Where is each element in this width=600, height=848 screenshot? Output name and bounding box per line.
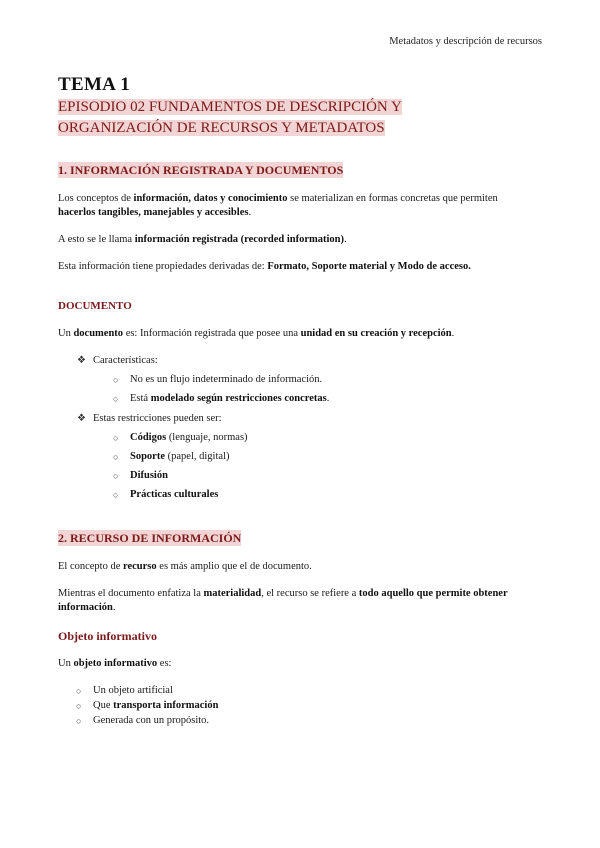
diamond-bullet-icon: ❖ xyxy=(77,355,86,366)
section-2-heading-text: 2. RECURSO DE INFORMACIÓN xyxy=(58,531,242,545)
section-2-heading xyxy=(58,531,241,546)
text-run: (lenguaje, normas) xyxy=(166,432,248,443)
objeto-informativo-heading: Objeto informativo xyxy=(58,629,157,643)
circle-bullet-icon: ○ xyxy=(76,701,82,711)
bold-run: Formato, Soporte material y Modo de acceso. xyxy=(267,261,471,272)
text-run: . xyxy=(344,234,347,245)
list-item xyxy=(130,450,229,464)
episodio-line-1: EPISODIO 02 FUNDAMENTOS DE DESCRIPCIÓN Y xyxy=(58,99,402,115)
text-run: se materializan en formas concretas que permiten xyxy=(287,193,498,204)
text-run: No es un flujo indeterminado de información. xyxy=(130,374,323,385)
bold-run: modelado según restricciones concretas xyxy=(150,393,327,404)
list-item xyxy=(130,469,168,483)
paragraph-documento-def xyxy=(58,327,548,341)
text-run: Mientras el documento enfatiza la xyxy=(58,588,204,599)
bold-run: información, datos y conocimiento xyxy=(133,193,288,204)
list-item xyxy=(130,373,322,387)
text-run: . xyxy=(248,207,252,218)
bold-run: Prácticas culturales xyxy=(130,489,219,500)
text-run: Que xyxy=(93,700,114,711)
section-1-heading xyxy=(58,163,343,178)
text-run: Está xyxy=(130,393,151,404)
section-1-heading-text: 1. INFORMACIÓN REGISTRADA Y DOCUMENTOS xyxy=(58,163,344,177)
text-run: . xyxy=(112,602,116,613)
list-item xyxy=(93,714,209,728)
bold-run: objeto informativo xyxy=(73,658,158,669)
text-run: A esto se le llama xyxy=(58,234,135,245)
list-item xyxy=(130,431,248,445)
diamond-bullet-icon: ❖ xyxy=(77,413,86,424)
bold-run: información registrada (recorded information) xyxy=(134,234,344,245)
tema-title: TEMA 1 xyxy=(58,74,131,95)
text-run: . xyxy=(451,328,455,339)
bold-run: Códigos xyxy=(130,432,167,443)
text-run: Un xyxy=(58,658,74,669)
paragraph-objeto-def xyxy=(58,657,548,671)
paragraph-recurso xyxy=(58,560,548,574)
text-run: es más amplio que el de documento. xyxy=(156,561,312,572)
paragraph-materialidad xyxy=(58,587,548,615)
text-run: Esta información tiene propiedades derivadas de: xyxy=(58,261,268,272)
episodio-title xyxy=(58,97,528,139)
paragraph-conceptos xyxy=(58,192,548,220)
episodio-line-2: ORGANIZACIÓN DE RECURSOS Y METADATOS xyxy=(58,120,385,136)
bold-run: unidad en su creación y recepción xyxy=(300,328,452,339)
text-run: El concepto de xyxy=(58,561,124,572)
bold-run: Difusión xyxy=(130,470,168,481)
text-run: (papel, digital) xyxy=(165,451,230,462)
paragraph-informacion-registrada xyxy=(58,233,548,247)
text-run: Un objeto artificial xyxy=(93,685,173,696)
text-run: Generada con un propósito. xyxy=(93,715,210,726)
text-run: . xyxy=(326,393,330,404)
circle-bullet-icon: ○ xyxy=(76,686,82,696)
text-run: es: Información registrada que posee una xyxy=(123,328,301,339)
list-item xyxy=(130,488,218,502)
text-run: Un xyxy=(58,328,74,339)
list-item xyxy=(93,699,218,713)
text-run: es: xyxy=(157,658,172,669)
bold-run: recurso xyxy=(123,561,157,572)
circle-bullet-icon: ○ xyxy=(113,452,119,462)
circle-bullet-icon: ○ xyxy=(113,375,119,385)
text-run: Los conceptos de xyxy=(58,193,134,204)
documento-heading: DOCUMENTO xyxy=(58,300,132,312)
text-run: , el recurso se refiere a xyxy=(261,588,359,599)
circle-bullet-icon: ○ xyxy=(76,716,82,726)
bold-run: todo aquello que permite obtener xyxy=(358,588,508,599)
list-item xyxy=(130,392,329,406)
bold-run: hacerlos tangibles, manejables y accesibles xyxy=(58,207,249,218)
circle-bullet-icon: ○ xyxy=(113,471,119,481)
circle-bullet-icon: ○ xyxy=(113,490,119,500)
running-header: Metadatos y descripción de recursos xyxy=(389,36,542,47)
circle-bullet-icon: ○ xyxy=(113,394,119,404)
circle-bullet-icon: ○ xyxy=(113,433,119,443)
bold-run: Soporte xyxy=(130,451,165,462)
list-item-caracteristicas: Características: xyxy=(93,355,158,366)
bold-run: información xyxy=(58,602,113,613)
bold-run: materialidad xyxy=(203,588,262,599)
paragraph-propiedades xyxy=(58,260,548,274)
list-item-restricciones: Estas restricciones pueden ser: xyxy=(93,413,222,424)
bold-run: documento xyxy=(73,328,124,339)
list-item xyxy=(93,684,173,698)
bold-run: transporta información xyxy=(113,700,219,711)
